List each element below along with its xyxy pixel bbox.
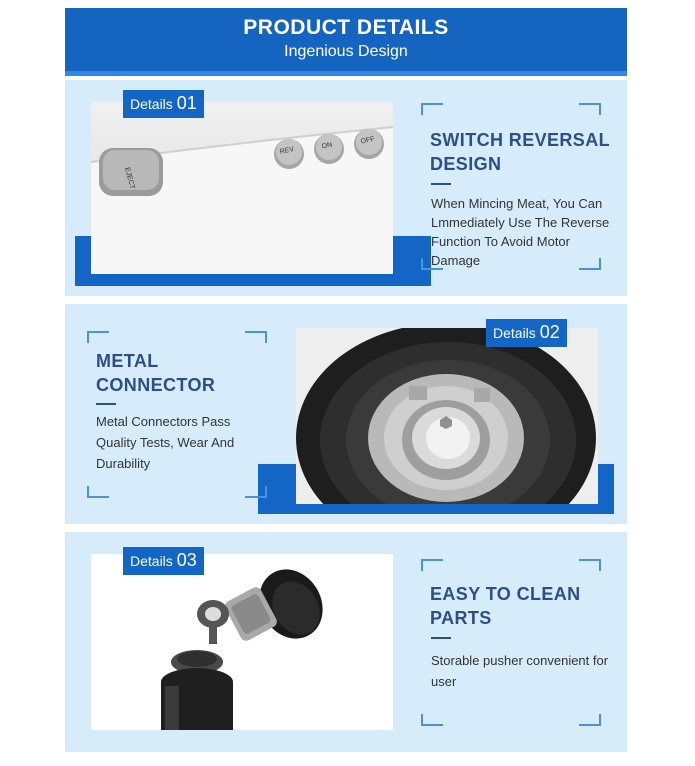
parts-illustration	[91, 554, 393, 730]
title-line: PARTS	[430, 608, 492, 628]
switch-illustration	[91, 102, 393, 274]
corner-frame	[87, 331, 109, 343]
corner-frame	[421, 103, 443, 115]
parts-photo	[91, 554, 393, 730]
section-title	[96, 349, 215, 397]
on-label: ON	[321, 141, 333, 151]
corner-frame	[245, 331, 267, 343]
title-line: EASY TO CLEAN	[430, 584, 581, 604]
details-tag	[486, 319, 567, 347]
connector-illustration	[296, 328, 598, 504]
corner-frame	[579, 714, 601, 726]
header-subtitle: Ingenious Design	[284, 43, 408, 60]
title-underline	[96, 403, 116, 405]
title-underline	[431, 637, 451, 639]
title-line: SWITCH REVERSAL	[430, 130, 611, 150]
page-header	[65, 8, 627, 76]
tag-label: Details	[130, 96, 173, 112]
title-line: METAL	[96, 351, 159, 371]
section-description: Storable pusher convenient for user	[431, 653, 609, 689]
off-label: OFF	[360, 135, 376, 146]
details-tag	[123, 547, 204, 575]
section-title	[430, 582, 581, 630]
corner-frame	[579, 559, 601, 571]
tag-label: Details	[130, 553, 173, 569]
corner-frame	[421, 714, 443, 726]
tag-number: 02	[539, 322, 560, 342]
details-tag	[123, 90, 204, 118]
tag-number: 01	[176, 93, 197, 113]
eject-label: EJECT	[123, 166, 136, 190]
title-underline	[431, 183, 451, 185]
corner-frame	[579, 103, 601, 115]
section-description: Metal Connectors Pass Quality Tests, Wear And Durability	[96, 414, 235, 471]
switch-photo	[91, 102, 393, 274]
tag-label: Details	[493, 325, 536, 341]
rev-label: REV	[279, 145, 295, 156]
connector-photo	[296, 328, 598, 504]
corner-frame	[421, 559, 443, 571]
detail-section-2	[65, 304, 627, 524]
detail-section-3	[65, 532, 627, 752]
section-title	[430, 128, 610, 176]
corner-frame	[87, 486, 109, 498]
title-line: DESIGN	[430, 154, 502, 174]
corner-frame	[245, 486, 267, 498]
detail-section-1	[65, 80, 627, 296]
header-title: PRODUCT DETAILS	[243, 16, 449, 39]
section-description: When Mincing Meat, You Can Lmmediately Use The Reverse Function To Avoid Motor Damage	[431, 196, 610, 268]
title-line: CONNECTOR	[96, 375, 216, 395]
tag-number: 03	[176, 550, 197, 570]
